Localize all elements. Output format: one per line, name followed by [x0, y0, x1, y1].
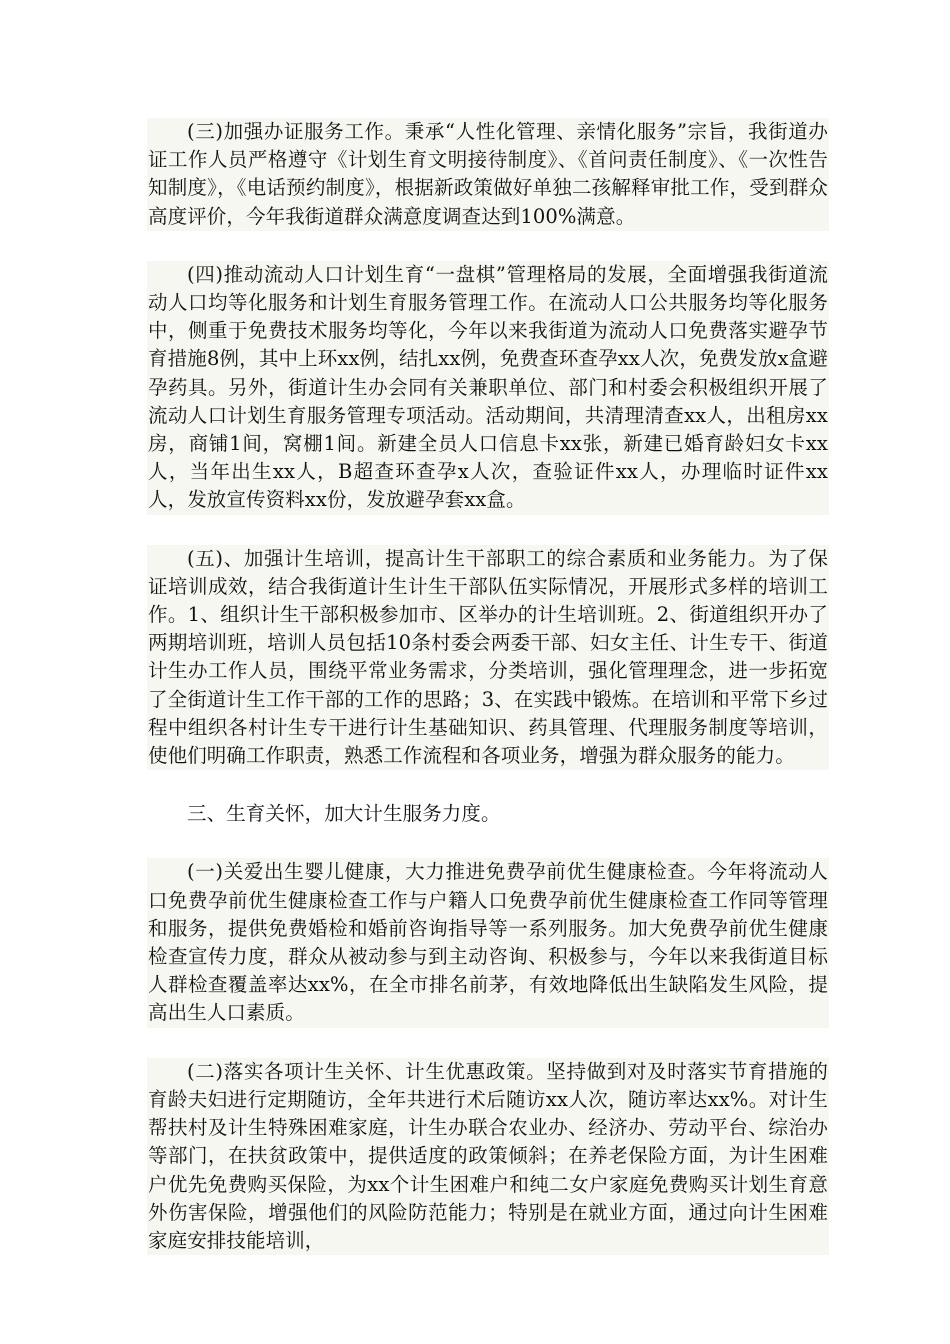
paragraph-gap	[147, 231, 829, 261]
paragraph-subsection-1: (一)关爱出生婴儿健康，大力推进免费孕前优生健康检查。今年将流动人口免费孕前优生健康检查工作与户籍人口免费孕前优生健康检查工作同等管理和服务，提供免费婚检和婚前咨询指导等一系列服务。加大免费孕前优生健康检查宣传力度，群众从被动参与到主动咨询、积极参与，今年以来我街道目标人群检查覆盖率达xx%，在全市排名前茅，有效地降低出生缺陷发生风险，提高出生人口素质。	[147, 858, 829, 1027]
paragraph-section-3: (三)加强办证服务工作。秉承“人性化管理、亲情化服务”宗旨，我街道办证工作人员严格遵守《计划生育文明接待制度》、《首问责任制度》、《一次性告知制度》，《电话预约制度》，根据新政策做好单独二孩解释审批工作，受到群众高度评价，今年我街道群众满意度调查达到100%满意。	[147, 118, 829, 231]
paragraph-section-4: (四)推动流动人口计划生育“一盘棋”管理格局的发展，全面增强我街道流动人口均等化服务和计划生育服务管理工作。在流动人口公共服务均等化服务中，侧重于免费技术服务均等化，今年以来我街道为流动人口免费落实避孕节育措施8例，其中上环xx例，结扎xx例，免费查环查孕xx人次，免费发放x盒避孕药具。另外，街道计生办会同有关兼职单位、部门和村委会积极组织开展了流动人口计划生育服务管理专项活动。活动期间，共清理清查xx人，出租房xx房，商铺1间，窝棚1间。新建全员人口信息卡xx张，新建已婚育龄妇女卡xx人，当年出生xx人，B超查环查孕x人次，查验证件xx人，办理临时证件xx人，发放宣传资料xx份，发放避孕套xx盒。	[147, 261, 829, 515]
document-body	[147, 118, 829, 1255]
paragraph-gap	[147, 515, 829, 545]
paragraph-subsection-2: (二)落实各项计生关怀、计生优惠政策。坚持做到对及时落实节育措施的育龄夫妇进行定期随访，全年共进行术后随访xx人次，随访率达xx%。对计生帮扶村及计生特殊困难家庭，计生办联合农业办、经济办、劳动平台、综治办等部门，在扶贫政策中，提供适度的政策倾斜；在养老保险方面，为计生困难户优先免费购买保险，为xx个计生困难户和纯二女户家庭免费购买计划生育意外伤害保险，增强他们的风险防范能力；特别是在就业方面，通过向计生困难家庭安排技能培训，	[147, 1058, 829, 1255]
paragraph-gap	[147, 1028, 829, 1058]
section-heading-3: 三、生育关怀，加大计生服务力度。	[147, 800, 829, 828]
paragraph-gap	[147, 770, 829, 800]
paragraph-section-5: (五)、加强计生培训，提高计生干部职工的综合素质和业务能力。为了保证培训成效，结合我街道计生计生干部队伍实际情况，开展形式多样的培训工作。1、组织计生干部积极参加市、区举办的计生培训班。2、街道组织开办了两期培训班，培训人员包括10条村委会两委干部、妇女主任、计生专干、街道计生办工作人员，围绕平常业务需求，分类培训，强化管理理念，进一步拓宽了全街道计生工作干部的工作的思路；3、在实践中锻炼。在培训和平常下乡过程中组织各村计生专干进行计生基础知识、药具管理、代理服务制度等培训，使他们明确工作职责，熟悉工作流程和各项业务，增强为群众服务的能力。	[147, 545, 829, 771]
paragraph-gap	[147, 828, 829, 858]
